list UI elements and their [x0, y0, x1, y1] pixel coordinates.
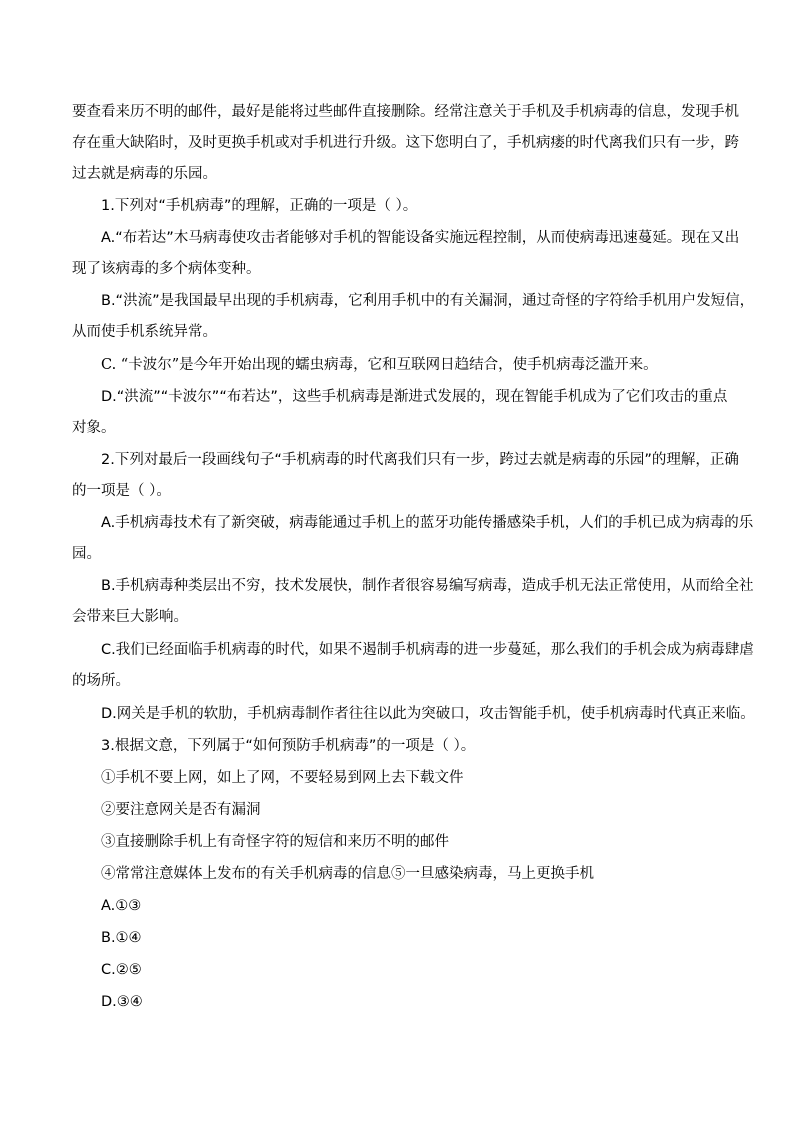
q3-option-c: C.②⑤: [101, 962, 142, 978]
passage-line-2: 存在重大缺陷时，及时更换手机或对手机进行升级。这下您明白了，手机病瘘的时代离我们只有一步，跨: [72, 135, 739, 151]
question-3-stem: 3.根据文意，下列属于“如何预防手机病毒”的一项是（ ）。: [101, 738, 476, 754]
q2-option-d: D.网关是手机的软肋，手机病毒制作者往往以此为突破口，攻击智能手机，使手机病毒时代真正来临。: [101, 706, 755, 722]
question-2-stem-line-2: 的一项是（ ）。: [72, 483, 171, 499]
q1-option-d-line-1: D.“洪流”“卡波尔”“布若达”，这些手机病毒是渐进式发展的，现在智能手机成为了它们攻击的重点: [101, 389, 728, 405]
q2-option-b-line-2: 会带来巨大影响。: [72, 609, 188, 625]
question-2-stem-line-1: 2.下列对最后一段画线句子“手机病毒的时代离我们只有一步，跨过去就是病毒的乐园”的理解，正确: [101, 452, 739, 468]
q3-item-1: ①手机不要上网，如上了网，不要轻易到网上去下载文件: [101, 770, 464, 786]
q2-option-c-line-2: 的场所。: [72, 673, 130, 689]
q1-option-b-line-2: 从而使手机系统异常。: [72, 324, 217, 340]
question-1-stem: 1.下列对“手机病毒”的理解，正确的一项是（ ）。: [101, 198, 418, 214]
q1-option-b-line-1: B.“洪流”是我国最早出现的手机病毒，它利用手机中的有关漏洞，通过奇怪的字符给手机用户发短信，: [101, 293, 755, 309]
q1-option-a-line-1: A.“布若达”木马病毒使攻击者能够对手机的智能设备实施远程控制，从而使病毒迅速蔓延。现在又出: [101, 230, 740, 246]
q3-option-a: A.①③: [101, 898, 142, 914]
q3-item-2: ②要注意网关是否有漏洞: [101, 802, 261, 818]
q3-option-d: D.③④: [101, 994, 143, 1010]
q3-option-b: B.①④: [101, 930, 142, 946]
q1-option-a-line-2: 现了该病毒的多个病体变种。: [72, 261, 261, 277]
q3-item-4: ④常常注意媒体上发布的有关手机病毒的信息⑤一旦感染病毒，马上更换手机: [101, 866, 594, 882]
passage-line-3: 过去就是病毒的乐园。: [72, 166, 217, 182]
q2-option-a-line-1: A.手机病毒技术有了新突破，病毒能通过手机上的蓝牙功能传播感染手机，人们的手机已成为病毒的乐: [101, 515, 754, 531]
q1-option-c: C. “卡波尔”是今年开始出现的蠕虫病毒，它和互联网日趋结合，使手机病毒泛滥开来。: [101, 357, 658, 373]
q3-item-3: ③直接删除手机上有奇怪字符的短信和来历不明的邮件: [101, 834, 449, 850]
passage-line-1: 要查看来历不明的邮件，最好是能将过些邮件直接删除。经常注意关于手机及手机病毒的信息，发现手机: [72, 104, 739, 120]
q1-option-d-line-2: 对象。: [72, 420, 116, 436]
q2-option-b-line-1: B.手机病毒种类层出不穷，技术发展快，制作者很容易编写病毒，造成手机无法正常使用，从而给全社: [101, 578, 754, 594]
q2-option-a-line-2: 园。: [72, 546, 101, 562]
q2-option-c-line-1: C.我们已经面临手机病毒的时代，如果不遏制手机病毒的进一步蔓延，那么我们的手机会成为病毒肆虐: [101, 642, 754, 658]
